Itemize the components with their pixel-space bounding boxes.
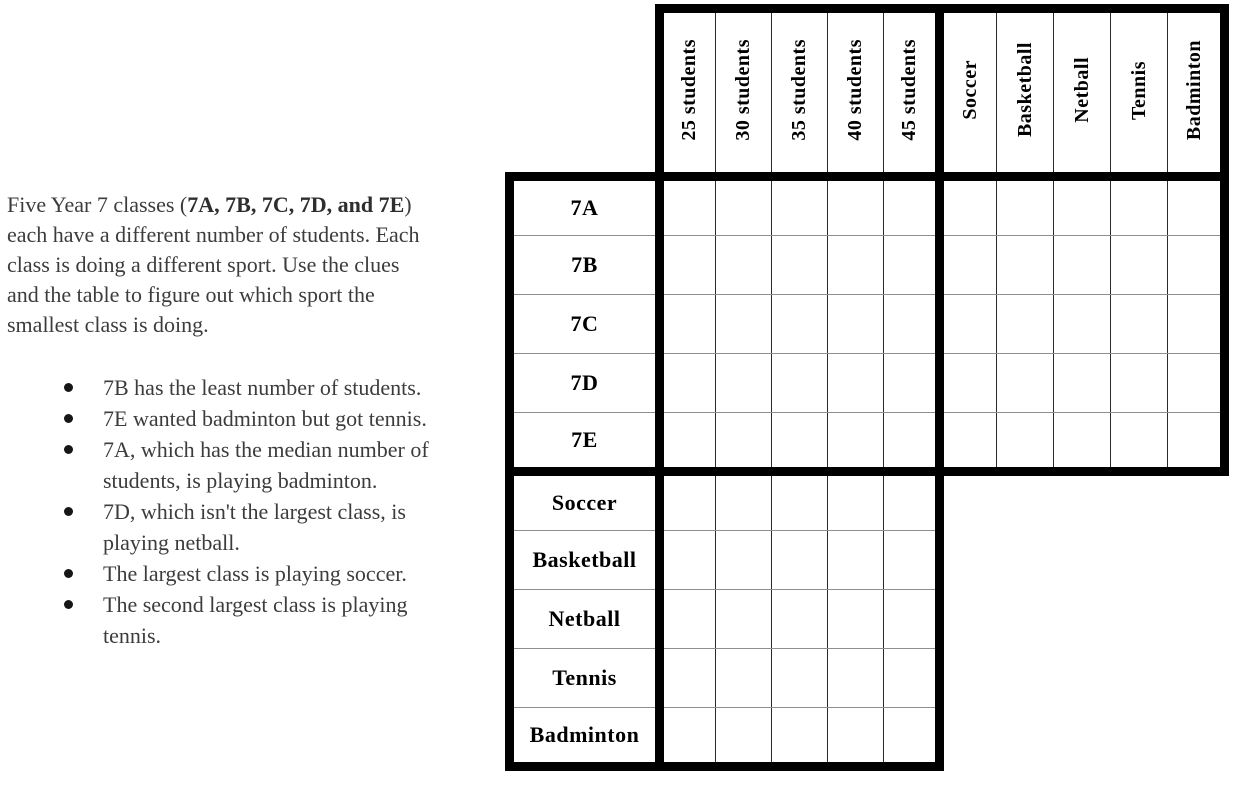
instructions-class-list: 7A, 7B, 7C, 7D, and 7E (187, 192, 405, 217)
clue-text: 7A, which has the median number of students, is playing badminton. (103, 437, 429, 493)
instructions-text-start: Five Year 7 classes ( (7, 192, 188, 217)
grid-cell[interactable] (1111, 354, 1168, 413)
col-header-35-students (772, 9, 828, 177)
void-cell (1054, 472, 1111, 531)
bullet-icon (64, 569, 73, 578)
grid-cell[interactable] (884, 354, 940, 413)
col-header-label: Soccer (958, 60, 981, 120)
instructions-panel (7, 190, 477, 651)
col-header-40-students (828, 9, 884, 177)
grid-cell[interactable] (1168, 413, 1225, 472)
void-cell (1054, 531, 1111, 590)
grid-cell[interactable] (772, 472, 828, 531)
bullet-icon (64, 600, 73, 609)
grid-cell[interactable] (828, 649, 884, 708)
grid-cell[interactable] (1054, 236, 1111, 295)
void-cell (1111, 649, 1168, 708)
col-header-label: Basketball (1013, 42, 1036, 138)
void-cell (1168, 590, 1225, 649)
void-cell (1168, 649, 1225, 708)
grid-cell[interactable] (660, 295, 716, 354)
grid-cell[interactable] (660, 708, 716, 767)
grid-cell[interactable] (884, 590, 940, 649)
col-header-30-students (716, 9, 772, 177)
void-cell (1054, 649, 1111, 708)
void-cell (997, 708, 1054, 767)
col-header-25-students (660, 9, 716, 177)
col-header-label: 40 students (844, 39, 866, 141)
grid-cell[interactable] (1168, 236, 1225, 295)
grid-cell[interactable] (660, 649, 716, 708)
col-header-label: Badminton (1182, 39, 1205, 141)
grid-cell[interactable] (997, 236, 1054, 295)
void-cell (997, 649, 1054, 708)
void-cell (940, 708, 997, 767)
grid-cell[interactable] (884, 413, 940, 472)
grid-cell[interactable] (997, 413, 1054, 472)
grid-cell[interactable] (828, 590, 884, 649)
col-header-45-students (884, 9, 940, 177)
void-cell (1054, 708, 1111, 767)
grid-cell[interactable] (660, 472, 716, 531)
grid-cell[interactable] (772, 354, 828, 413)
grid-cell[interactable] (1111, 295, 1168, 354)
grid-cell[interactable] (660, 236, 716, 295)
grid-cell[interactable] (1054, 413, 1111, 472)
grid-cell[interactable] (884, 649, 940, 708)
col-header-basketball (997, 9, 1054, 177)
grid-cell[interactable] (660, 354, 716, 413)
grid-cell[interactable] (716, 472, 772, 531)
grid-cell[interactable] (1054, 295, 1111, 354)
grid-cell[interactable] (772, 708, 828, 767)
grid-cell[interactable] (772, 295, 828, 354)
grid-cell[interactable] (940, 354, 997, 413)
grid-cell[interactable] (828, 295, 884, 354)
grid-cell[interactable] (660, 177, 716, 236)
grid-cell[interactable] (940, 236, 997, 295)
grid-cell[interactable] (716, 295, 772, 354)
grid-cell[interactable] (716, 531, 772, 590)
row-header-7a: 7A (510, 177, 660, 236)
grid-cell[interactable] (828, 177, 884, 236)
grid-cell[interactable] (772, 649, 828, 708)
row-header-7e: 7E (510, 413, 660, 472)
grid-cell[interactable] (884, 236, 940, 295)
clue-text: The largest class is playing soccer. (103, 561, 407, 586)
grid-cell[interactable] (716, 177, 772, 236)
grid-cell[interactable] (828, 472, 884, 531)
grid-cell[interactable] (660, 531, 716, 590)
grid-cell[interactable] (716, 649, 772, 708)
void-cell (940, 472, 997, 531)
row-header-basketball: Basketball (510, 531, 660, 590)
grid-cell[interactable] (940, 295, 997, 354)
void-cell (1111, 531, 1168, 590)
col-header-soccer (940, 9, 997, 177)
grid-cell[interactable] (1111, 413, 1168, 472)
bullet-icon (64, 383, 73, 392)
row-header-tennis: Tennis (510, 649, 660, 708)
grid-cell[interactable] (828, 236, 884, 295)
grid-cell[interactable] (940, 177, 997, 236)
void-cell (940, 531, 997, 590)
col-header-tennis (1111, 9, 1168, 177)
logic-grid-table (505, 4, 1229, 771)
instructions-text-end: ) each have a different number of students. Each class is doing a different sport. Use the clues and the table to figure out which sport the smallest class is doing. (7, 192, 420, 337)
clue-item (62, 434, 456, 496)
col-header-label: 35 students (788, 39, 810, 141)
col-header-badminton (1168, 9, 1225, 177)
void-cell (1168, 708, 1225, 767)
grid-cell[interactable] (716, 354, 772, 413)
clue-item (62, 496, 456, 558)
bullet-icon (64, 507, 73, 516)
grid-corner-spacer (510, 9, 660, 177)
col-header-label: Tennis (1127, 60, 1150, 120)
void-cell (997, 531, 1054, 590)
col-header-label: Netball (1070, 57, 1093, 123)
grid-cell[interactable] (884, 472, 940, 531)
grid-cell[interactable] (828, 354, 884, 413)
void-cell (940, 649, 997, 708)
clue-item (62, 372, 456, 403)
grid-cell[interactable] (772, 236, 828, 295)
grid-cell[interactable] (828, 413, 884, 472)
grid-cell[interactable] (716, 413, 772, 472)
grid-cell[interactable] (1054, 177, 1111, 236)
grid-cell[interactable] (997, 295, 1054, 354)
row-header-soccer: Soccer (510, 472, 660, 531)
grid-cell[interactable] (884, 295, 940, 354)
clue-text: 7B has the least number of students. (103, 375, 422, 400)
void-cell (1168, 472, 1225, 531)
grid-cell[interactable] (1111, 236, 1168, 295)
puzzle-instructions (7, 190, 435, 340)
row-header-7b: 7B (510, 236, 660, 295)
void-cell (1111, 590, 1168, 649)
void-cell (940, 590, 997, 649)
grid-cell[interactable] (716, 708, 772, 767)
row-header-badminton: Badminton (510, 708, 660, 767)
bullet-icon (64, 414, 73, 423)
grid-cell[interactable] (828, 708, 884, 767)
row-header-netball: Netball (510, 590, 660, 649)
void-cell (1111, 708, 1168, 767)
grid-cell[interactable] (1168, 295, 1225, 354)
clue-text: 7D, which isn't the largest class, is playing netball. (103, 499, 406, 555)
clue-item (62, 589, 456, 651)
col-header-label: 30 students (732, 39, 754, 141)
grid-cell[interactable] (997, 177, 1054, 236)
void-cell (997, 472, 1054, 531)
grid-cell[interactable] (884, 177, 940, 236)
clue-text: 7E wanted badminton but got tennis. (103, 406, 427, 431)
row-header-7d: 7D (510, 354, 660, 413)
grid-cell[interactable] (660, 413, 716, 472)
clue-item (62, 403, 456, 434)
grid-cell[interactable] (828, 531, 884, 590)
grid-cell[interactable] (997, 354, 1054, 413)
grid-cell[interactable] (772, 531, 828, 590)
grid-cell[interactable] (1168, 354, 1225, 413)
clue-text: The second largest class is playing tennis. (103, 592, 408, 648)
grid-cell[interactable] (940, 413, 997, 472)
grid-cell[interactable] (884, 531, 940, 590)
col-header-label: 25 students (678, 39, 700, 141)
void-cell (997, 590, 1054, 649)
grid-cell[interactable] (1168, 177, 1225, 236)
grid-cell[interactable] (716, 236, 772, 295)
clue-list (62, 372, 456, 651)
grid-cell[interactable] (884, 708, 940, 767)
clue-item (62, 558, 456, 589)
grid-cell[interactable] (1054, 354, 1111, 413)
grid-cell[interactable] (1111, 177, 1168, 236)
grid-cell[interactable] (716, 590, 772, 649)
row-header-7c: 7C (510, 295, 660, 354)
grid-cell[interactable] (772, 590, 828, 649)
void-cell (1168, 531, 1225, 590)
col-header-label: 45 students (898, 39, 920, 141)
void-cell (1111, 472, 1168, 531)
void-cell (1054, 590, 1111, 649)
grid-cell[interactable] (772, 413, 828, 472)
grid-cell[interactable] (772, 177, 828, 236)
col-header-netball (1054, 9, 1111, 177)
grid-cell[interactable] (660, 590, 716, 649)
bullet-icon (64, 445, 73, 454)
